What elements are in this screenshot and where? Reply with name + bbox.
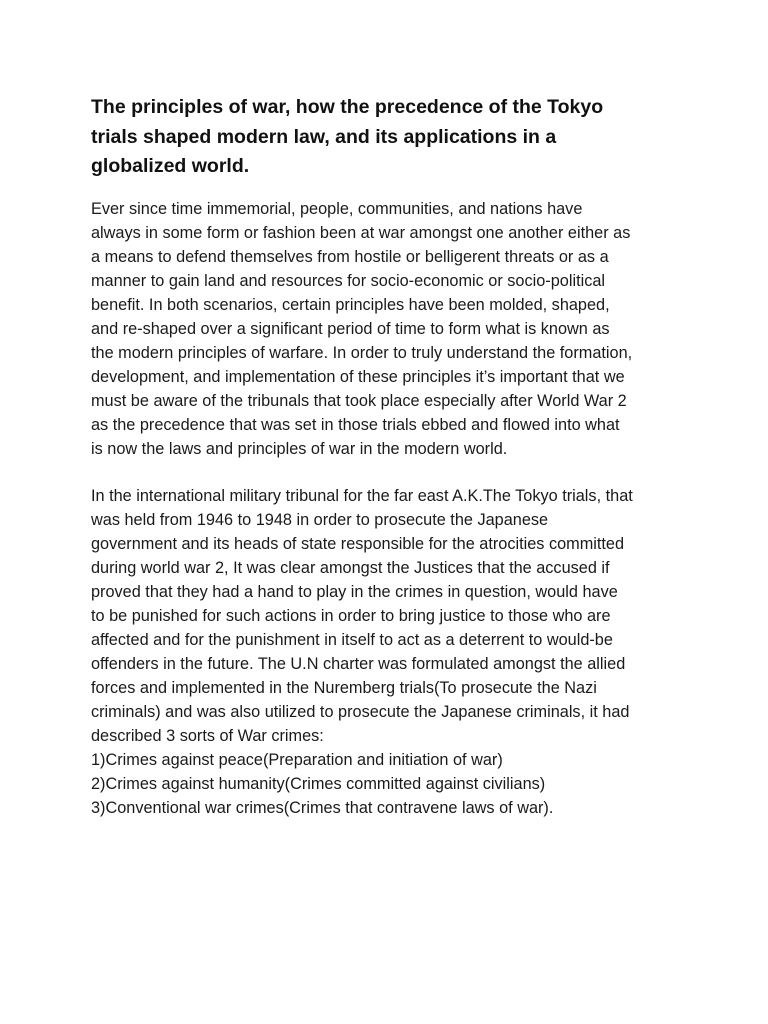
paragraph-line: was held from 1946 to 1948 in order to prosecute the Japanese xyxy=(91,511,549,529)
paragraph-line: is now the laws and principles of war in the modern world. xyxy=(91,440,508,458)
paragraph-line: a means to defend themselves from hostile or belligerent threats or as a xyxy=(91,248,609,266)
paragraph-line: manner to gain land and resources for socio-economic or socio-political xyxy=(91,272,606,290)
tokyo-trials-paragraph xyxy=(91,484,691,820)
paragraph-line: must be aware of the tribunals that took place especially after World War 2 xyxy=(91,392,627,410)
paragraph-line: to be punished for such actions in order to bring justice to those who are xyxy=(91,607,611,625)
intro-paragraph xyxy=(91,197,691,461)
paragraph-line: government and its heads of state responsible for the atrocities committed xyxy=(91,535,625,553)
title-line: The principles of war, how the precedence of the Tokyo xyxy=(91,96,604,118)
paragraph-line: development, and implementation of these principles it’s important that we xyxy=(91,368,625,386)
paragraph-line: the modern principles of warfare. In order to truly understand the formation, xyxy=(91,344,633,362)
paragraph-line: criminals) and was also utilized to prosecute the Japanese criminals, it had xyxy=(91,703,630,721)
paragraph-line: In the international military tribunal for the far east A.K.The Tokyo trials, that xyxy=(91,487,633,505)
title-line: globalized world. xyxy=(91,155,250,177)
document-title xyxy=(91,93,691,182)
paragraph-line: benefit. In both scenarios, certain principles have been molded, shaped, xyxy=(91,296,610,314)
paragraph-line: during world war 2, It was clear amongst the Justices that the accused if xyxy=(91,559,610,577)
paragraph-line: as the precedence that was set in those trials ebbed and flowed into what xyxy=(91,416,620,434)
paragraph-line: Ever since time immemorial, people, communities, and nations have xyxy=(91,200,583,218)
paragraph-line: offenders in the future. The U.N charter was formulated amongst the allied xyxy=(91,655,626,673)
paragraph-line: always in some form or fashion been at war amongst one another either as xyxy=(91,224,631,242)
paragraph-line: affected and for the punishment in itself to act as a deterrent to would-be xyxy=(91,631,613,649)
title-line: trials shaped modern law, and its applications in a xyxy=(91,125,557,148)
paragraph-line: proved that they had a hand to play in the crimes in question, would have xyxy=(91,583,618,601)
paragraph-line: and re-shaped over a significant period of time to form what is known as xyxy=(91,320,610,338)
list-item: 2)Crimes against humanity(Crimes committed against civilians) xyxy=(91,775,546,793)
paragraph-line: described 3 sorts of War crimes: xyxy=(91,727,324,745)
paragraph-line: forces and implemented in the Nuremberg trials(To prosecute the Nazi xyxy=(91,679,597,697)
list-item: 1)Crimes against peace(Preparation and initiation of war) xyxy=(91,751,503,769)
list-item: 3)Conventional war crimes(Crimes that contravene laws of war). xyxy=(91,799,554,817)
